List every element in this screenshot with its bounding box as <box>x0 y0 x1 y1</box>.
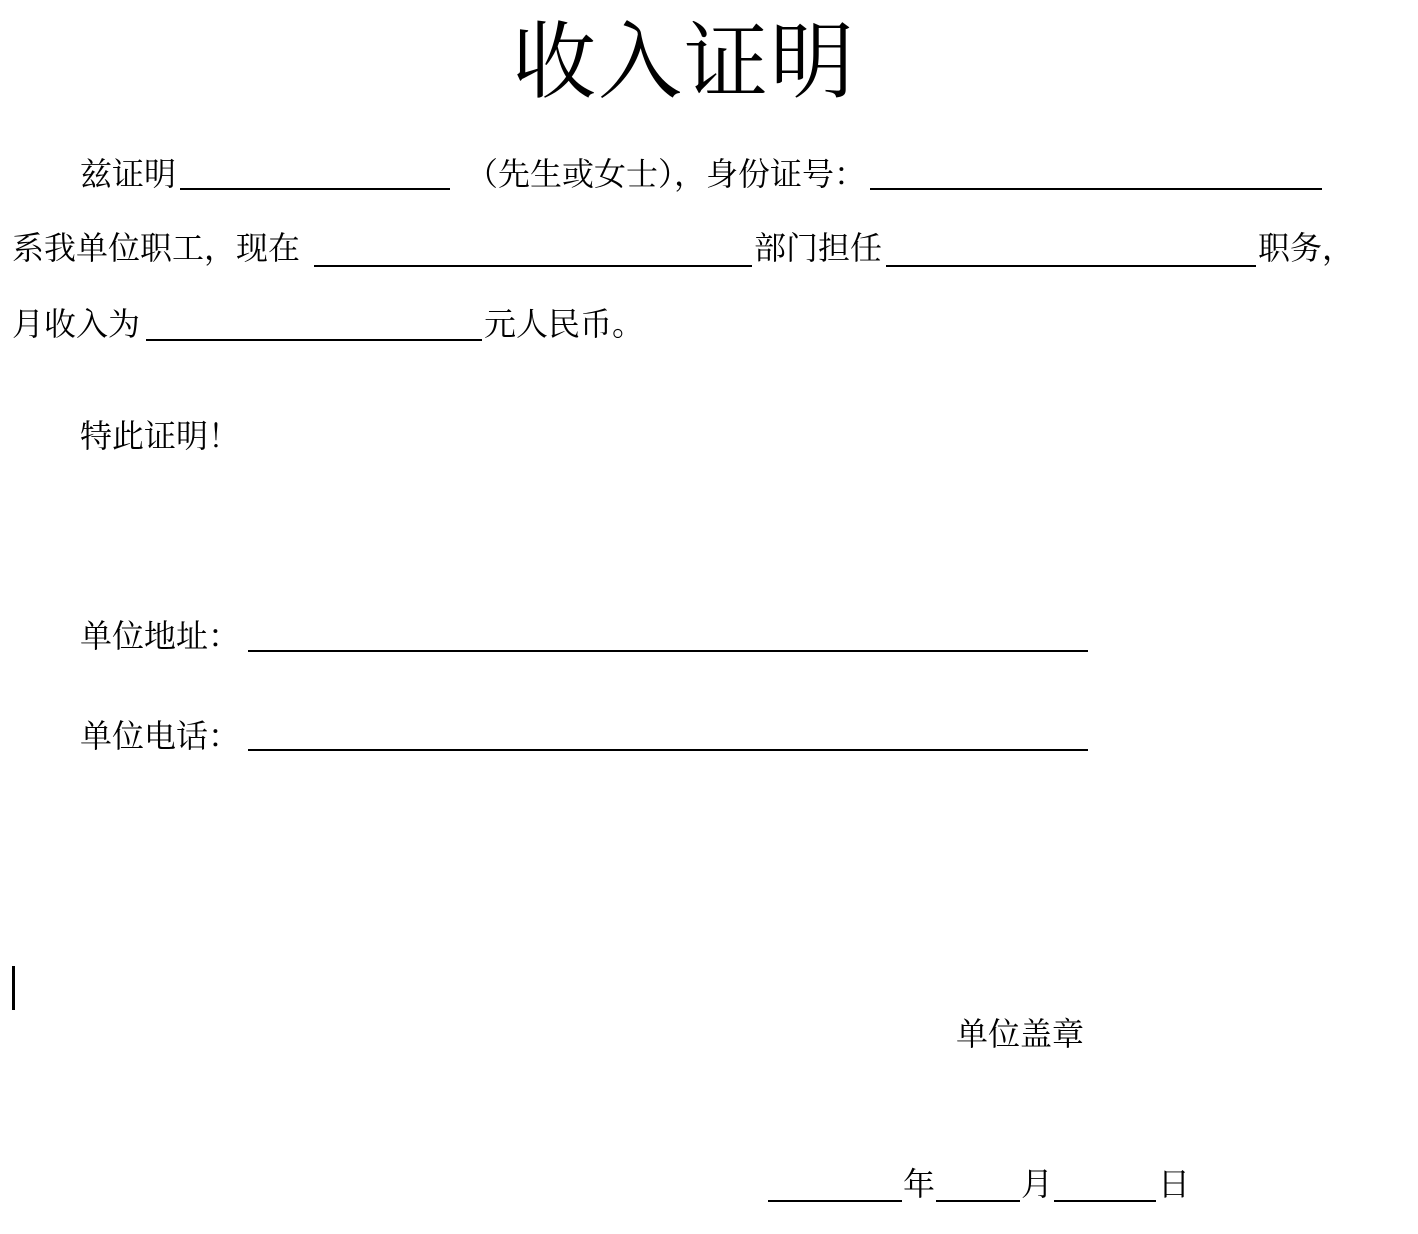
department-field[interactable] <box>314 265 752 267</box>
position-label: 职务， <box>1258 229 1355 267</box>
id-number-field[interactable] <box>870 188 1322 190</box>
gender-id-label: （先生或女士），身份证号： <box>466 155 867 193</box>
closing-text: 特此证明！ <box>80 417 241 455</box>
month-field[interactable] <box>936 1200 1020 1202</box>
seal-label: 单位盖章 <box>956 1015 1085 1053</box>
address-field[interactable] <box>248 650 1088 652</box>
year-field[interactable] <box>768 1200 902 1202</box>
day-field[interactable] <box>1054 1200 1156 1202</box>
day-label: 日 <box>1158 1165 1191 1203</box>
text-cursor <box>12 966 15 1010</box>
year-label: 年 <box>903 1165 936 1203</box>
certify-prefix: 兹证明 <box>80 155 177 193</box>
department-label: 部门担任 <box>754 229 883 267</box>
employee-prefix: 系我单位职工，现在 <box>12 229 301 267</box>
phone-field[interactable] <box>248 749 1088 751</box>
month-label: 月 <box>1021 1165 1054 1203</box>
income-prefix: 月收入为 <box>12 305 141 343</box>
currency-label: 元人民币。 <box>484 305 645 343</box>
address-label: 单位地址： <box>80 617 241 655</box>
page-title: 收入证明 <box>512 13 857 111</box>
name-field[interactable] <box>180 188 450 190</box>
monthly-income-field[interactable] <box>146 339 482 341</box>
phone-label: 单位电话： <box>80 717 241 755</box>
position-field[interactable] <box>886 265 1256 267</box>
